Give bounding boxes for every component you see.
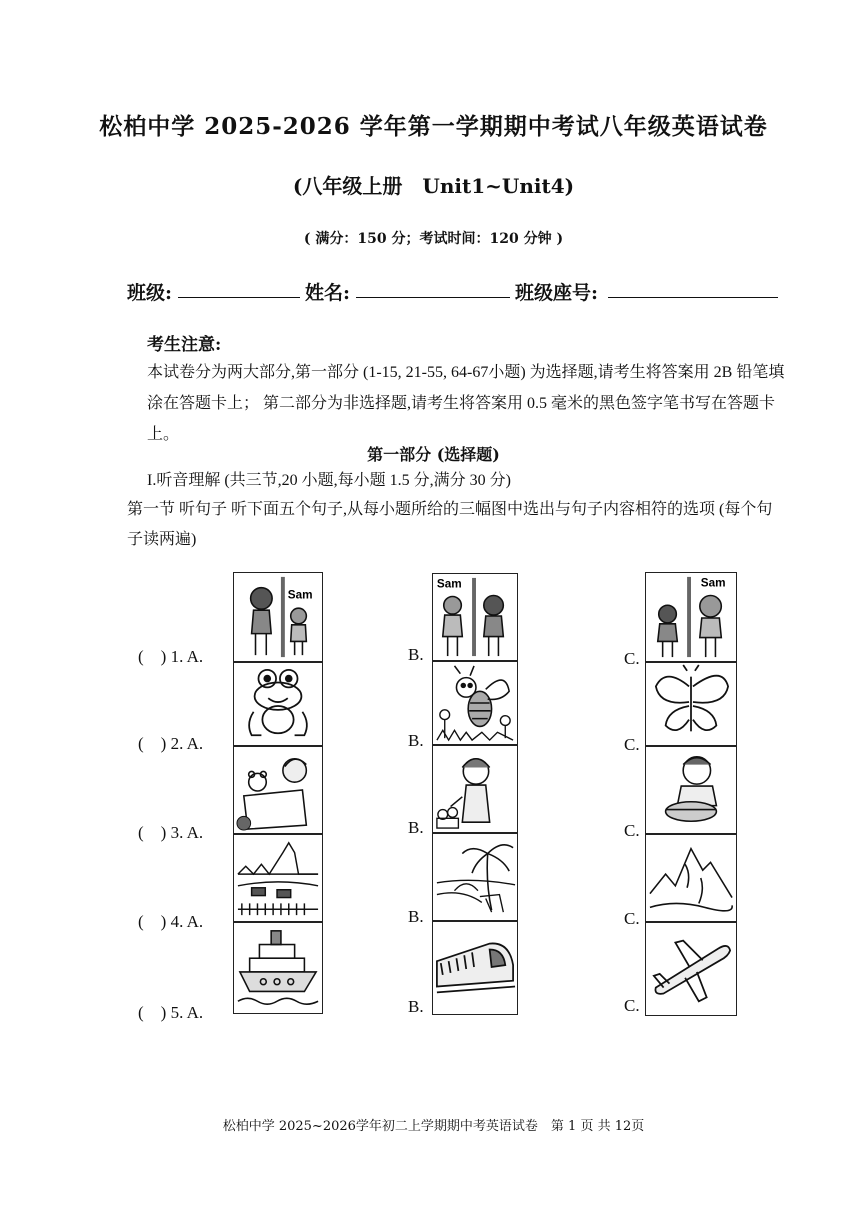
question-2-label[interactable]: ( ) 2. A.	[138, 734, 204, 753]
flower-pots-icon	[437, 808, 458, 829]
sam-name-tag: Sam	[436, 577, 462, 591]
seat-label: 班级座号:	[515, 282, 599, 304]
girl-icon	[658, 605, 678, 657]
picture-3c-boy-eating[interactable]	[645, 746, 737, 834]
option-4b-label: B.	[408, 907, 424, 926]
frog-icon	[249, 670, 307, 735]
boy-eating-icon	[666, 757, 717, 822]
picture-4b-beach[interactable]	[432, 833, 518, 921]
mountains-icon	[650, 849, 732, 911]
ship-icon	[238, 931, 318, 1004]
boy-sam-icon	[291, 608, 307, 655]
ball-icon	[237, 816, 251, 830]
seat-blank[interactable]	[608, 297, 778, 298]
question-4-label[interactable]: ( ) 4. A.	[138, 912, 204, 931]
notice-body: 本试卷分为两大部分,第一部分 (1-15, 21-55, 64-67小题) 为选择题,请考生将答案用 2B 铅笔填涂在答题卡上； 第二部分为非选择题,请考生将答案用 0.5 毫米的黑色签字笔书写在答题卡上。	[147, 364, 785, 443]
butterfly-icon	[656, 665, 728, 731]
section-heading: I.听音理解 (共三节,20 小题,每小题 1.5 分,满分 30 分)	[147, 472, 511, 489]
height-chart-icon	[472, 578, 476, 656]
picture-5c-airplane[interactable]	[645, 922, 737, 1016]
exam-title: 松柏中学 2025-2026 学年第一学期期中考试八年级英语试卷	[99, 113, 768, 140]
sam-name-tag: Sam	[287, 588, 313, 602]
option-4c-label: C.	[624, 909, 640, 928]
train-icon	[437, 943, 515, 992]
height-chart-icon	[687, 577, 691, 657]
boy-sam-icon	[443, 596, 463, 656]
exam-subtitle: (八年级上册 Unit1~Unit4)	[292, 174, 575, 198]
picture-4c-mountains[interactable]	[645, 834, 737, 922]
question-1-label[interactable]: ( ) 1. A.	[138, 647, 204, 666]
option-1b-label: B.	[408, 645, 424, 664]
height-chart-icon	[281, 577, 285, 657]
girl-gardening-icon	[451, 759, 490, 822]
name-blank[interactable]	[356, 297, 510, 298]
girl-icon	[484, 596, 504, 657]
notice-title: 考生注意:	[147, 335, 222, 355]
question-3-label[interactable]: ( ) 3. A.	[138, 823, 204, 842]
option-5c-label: C.	[624, 996, 640, 1015]
name-label: 姓名:	[305, 282, 351, 304]
village-icon	[238, 843, 318, 915]
picture-1b-kids-height[interactable]	[432, 573, 518, 661]
sam-name-tag: Sam	[700, 576, 726, 590]
picture-4a-countryside[interactable]	[233, 834, 323, 922]
picture-2b-bee[interactable]	[432, 661, 518, 745]
class-label: 班级:	[127, 282, 173, 304]
part1-title: 第一部分 (选择题)	[367, 445, 500, 464]
option-3b-label: B.	[408, 818, 424, 837]
picture-1c-kids-height[interactable]	[645, 572, 737, 662]
page-footer: 松柏中学 2025~2026学年初二上学期期中考英语试卷 第 1 页 共 12页	[222, 1119, 645, 1134]
option-2c-label: C.	[624, 735, 640, 754]
class-blank[interactable]	[178, 297, 300, 298]
palm-tree-icon	[462, 845, 513, 910]
picture-5b-train[interactable]	[432, 921, 518, 1015]
option-5b-label: B.	[408, 997, 424, 1016]
toy-box-icon	[244, 759, 307, 829]
airplane-icon	[654, 941, 730, 1002]
boy-sam-icon	[700, 595, 722, 657]
picture-1a-kids-height[interactable]	[233, 572, 323, 662]
picture-3b-girl-watering-flowers[interactable]	[432, 745, 518, 833]
score-info: ( 满分：150 分；考试时间：120 分钟 )	[303, 231, 564, 247]
picture-2a-frog[interactable]	[233, 662, 323, 746]
section-instruction: 第一节 听句子 听下面五个句子,从每小题所给的三幅图中选出与句子内容相符的选项 (每个句子读两遍)	[127, 501, 773, 548]
question-5-label[interactable]: ( ) 5. A.	[138, 1003, 204, 1022]
option-3c-label: C.	[624, 821, 640, 840]
picture-3a-girl-with-toys[interactable]	[233, 746, 323, 834]
girl-icon	[251, 588, 273, 655]
picture-5a-ship[interactable]	[233, 922, 323, 1014]
picture-2c-butterfly[interactable]	[645, 662, 737, 746]
option-1c-label: C.	[624, 649, 640, 668]
sea-chair-icon	[437, 880, 515, 912]
option-2b-label: B.	[408, 731, 424, 750]
